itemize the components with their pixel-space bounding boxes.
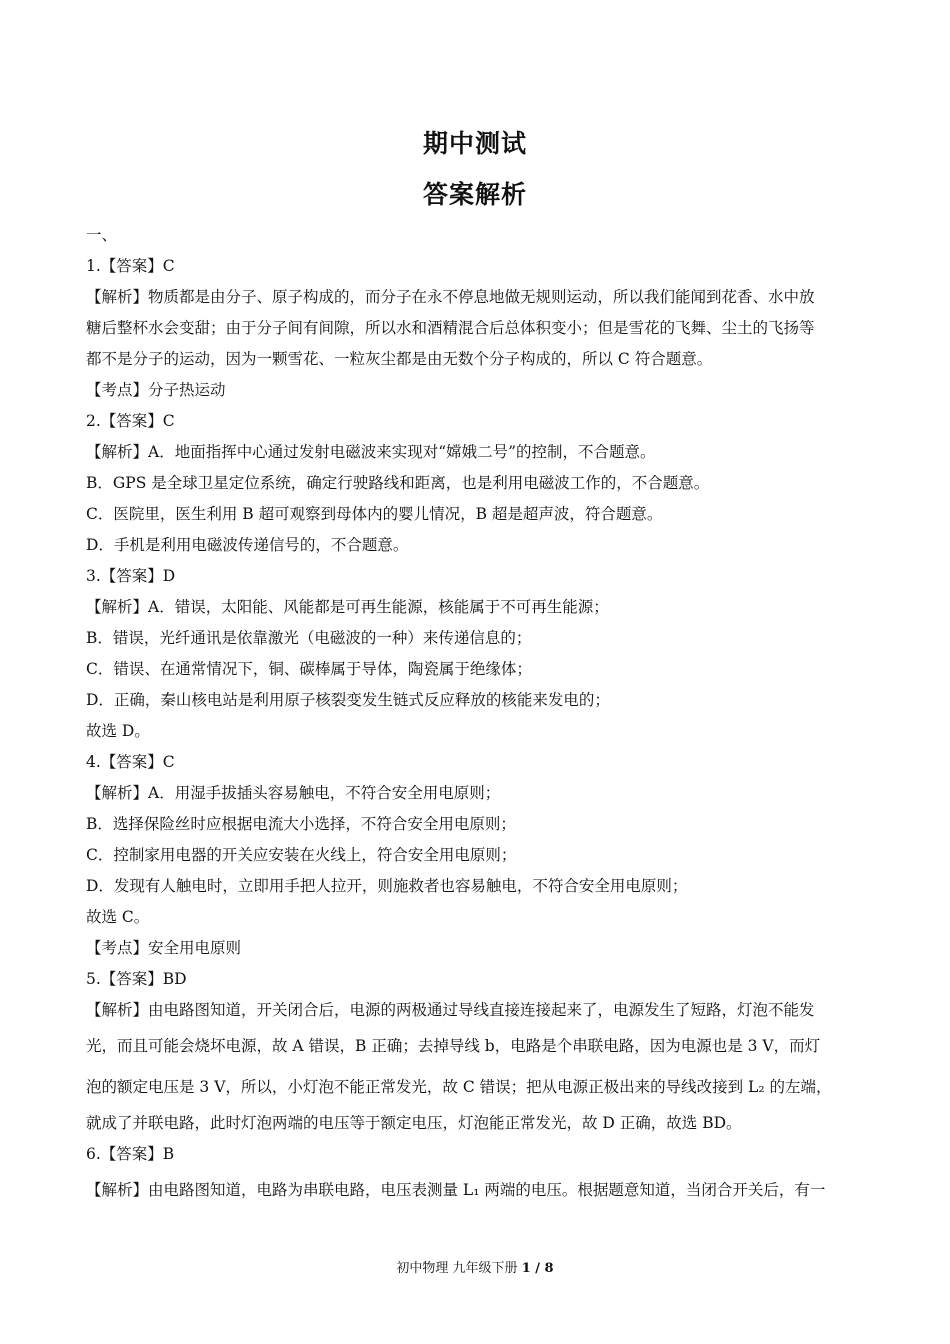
text-line: D．正确，秦山核电站是利用原子核裂变发生链式反应释放的核能来发电的； [86,691,610,709]
text-line: C．错误、在通常情况下，铜、碳棒属于导体，陶瓷属于绝缘体； [86,660,532,678]
text-line: 2.【答案】C [86,412,175,430]
page-subtitle: 答案解析 [422,180,527,209]
text-line: 6.【答案】B [86,1145,175,1163]
text-line: C．控制家用电器的开关应安装在火线上，符合安全用电原则； [86,846,517,864]
text-line: 【考点】安全用电原则 [86,939,242,957]
text-line: B．GPS 是全球卫星定位系统，确定行驶路线和距离，也是利用电磁波工作的，不合题意。 [86,474,710,492]
text-line: 就成了并联电路，此时灯泡两端的电压等于额定电压，灯泡能正常发光，故 D 正确，故选 BD。 [86,1114,742,1132]
page-title: 期中测试 [422,129,527,158]
text-line: 【考点】分子热运动 [86,381,226,399]
footer-course: 初中物理 九年级下册 [396,1261,518,1276]
page-footer [0,1257,950,1276]
text-line: 泡的额定电压是 3 V，所以，小灯泡不能正常发光，故 C 错误；把从电源正极出来的导线改接到 L₂ 的左端， [86,1078,832,1096]
text-line: 1.【答案】C [86,257,175,275]
text-line: 【解析】物质都是由分子、原子构成的，而分子在永不停息地做无规则运动，所以我们能闻到花香、水中放 [86,288,815,306]
page-number: 1 / 8 [521,1261,554,1276]
text-line: 都不是分子的运动，因为一颗雪花、一粒灰尘都是由无数个分子构成的，所以 C 符合题意。 [86,350,713,368]
text-line: 糖后整杯水会变甜；由于分子间有间隙，所以水和酒精混合后总体积变小；但是雪花的飞舞、尘土的飞扬等 [86,319,815,337]
text-line: 【解析】A．错误，太阳能、风能都是可再生能源，核能属于不可再生能源； [86,598,609,616]
answer-content [86,220,866,1211]
section-heading: 一、 [86,226,118,244]
text-line: B．错误，光纤通讯是依靠激光（电磁波的一种）来传递信息的； [86,629,532,647]
text-line: 5.【答案】BD [86,970,187,988]
text-line: 【解析】A．用湿手拔插头容易触电，不符合安全用电原则； [86,784,501,802]
text-line: 【解析】A．地面指挥中心通过发射电磁波来实现对“嫦娥二号”的控制，不合题意。 [86,443,656,461]
text-line: 4.【答案】C [86,753,175,771]
text-line: 【解析】由电路图知道，开关闭合后，电源的两极通过导线直接连接起来了，电源发生了短路，灯泡不能发 [86,1001,815,1019]
text-line: C．医院里，医生利用 B 超可观察到母体内的婴儿情况，B 超是超声波，符合题意。 [86,505,663,523]
text-line: 光，而且可能会烧坏电源，故 A 错误，B 正确；去掉导线 b，电路是个串联电路，因为电源也是 3 V，而灯 [86,1037,821,1055]
text-line: 故选 C。 [86,908,150,926]
text-line: B．选择保险丝时应根据电流大小选择，不符合安全用电原则； [86,815,516,833]
text-line: 【解析】由电路图知道，电路为串联电路，电压表测量 L₁ 两端的电压。根据题意知道，当闭合开关后，有一 [86,1181,826,1199]
text-line: 故选 D。 [86,722,150,740]
text-line: 3.【答案】D [86,567,176,585]
text-line: D．手机是利用电磁波传递信号的，不合题意。 [86,536,409,554]
text-line: D．发现有人触电时，立即用手把人拉开，则施救者也容易触电，不符合安全用电原则； [86,877,688,895]
